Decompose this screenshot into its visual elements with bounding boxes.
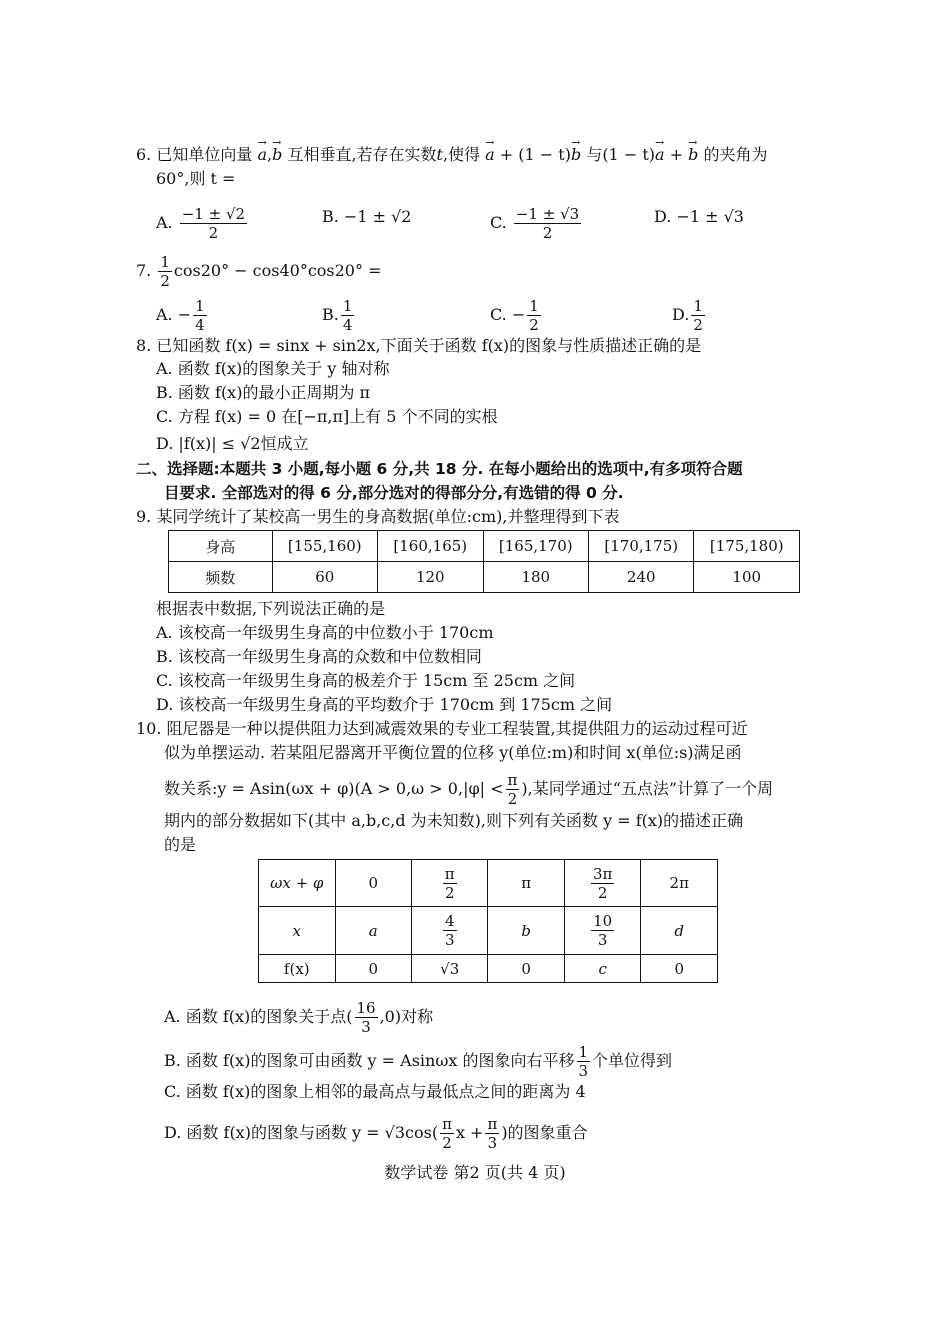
q10-text: 数关系:y = Asin(ωx + φ)(A > 0,ω > 0,|φ| < bbox=[164, 779, 504, 798]
denominator: 2 bbox=[444, 883, 455, 902]
table-cell: b bbox=[488, 907, 564, 955]
page-footer: 数学试卷 第2 页(共 4 页) bbox=[384, 1163, 566, 1182]
q7-option-b bbox=[322, 298, 356, 333]
q6-stem-line1: 6. 已知单位向量 → a,→ b 互相垂直,若存在实数t,使得 → a + (1 − t)→ b 与(1 − t)→ a + → b 的夹角为 bbox=[136, 144, 767, 166]
section2-heading-line2: 目要求. 全部选对的得 6 分,部分选对的得部分分,有选错的得 0 分. bbox=[164, 484, 624, 502]
table-cell: d bbox=[641, 907, 718, 955]
table-header-cell: 身高 bbox=[169, 531, 273, 562]
denominator: 2 bbox=[693, 316, 703, 334]
denominator: 3 bbox=[578, 1062, 589, 1080]
q6-text: + bbox=[664, 145, 689, 164]
q7-expression: cos20° − cos40°cos20° = bbox=[173, 261, 382, 280]
numerator: 4 bbox=[444, 912, 455, 930]
numerator: π bbox=[507, 771, 518, 789]
q6-number: 6. bbox=[136, 145, 152, 164]
q10-option-d bbox=[164, 1116, 588, 1151]
table-cell bbox=[411, 860, 488, 907]
q10-option-a bbox=[164, 1000, 433, 1035]
table-header-cell: [165,170) bbox=[483, 531, 588, 562]
fraction bbox=[355, 1000, 378, 1035]
q6-option-d: D. −1 ± √3 bbox=[654, 207, 744, 226]
denominator: 3 bbox=[487, 1134, 498, 1152]
fraction bbox=[193, 298, 207, 333]
table-cell: 频数 bbox=[169, 562, 273, 593]
q9-option-c: C. 该校高一年级男生身高的极差介于 15cm 至 25cm 之间 bbox=[156, 671, 576, 690]
fraction bbox=[341, 298, 355, 333]
q8-option-b: B. 函数 f(x)的最小正周期为 π bbox=[156, 383, 371, 402]
denominator: 4 bbox=[195, 316, 205, 334]
denominator: 2 bbox=[529, 316, 539, 334]
q7-option-c bbox=[490, 298, 543, 333]
numerator: 3π bbox=[592, 864, 613, 883]
q9-stem: 9. 某同学统计了某校高一男生的身高数据(单位:cm),并整理得到下表 bbox=[136, 507, 620, 526]
vector-b: → b bbox=[571, 144, 581, 166]
table-cell: 0 bbox=[335, 860, 411, 907]
q8-option-d: D. |f(x)| ≤ √2恒成立 bbox=[156, 434, 309, 453]
q7-number: 7. bbox=[136, 261, 152, 280]
q10-text: )的图象重合 bbox=[501, 1123, 588, 1142]
fraction bbox=[180, 206, 247, 241]
denominator: 4 bbox=[342, 316, 353, 334]
fraction bbox=[485, 1116, 499, 1151]
q7-option-a bbox=[156, 298, 209, 333]
q9-option-b: B. 该校高一年级男生身高的众数和中位数相同 bbox=[156, 647, 482, 666]
denominator: 3 bbox=[444, 931, 455, 949]
table-row bbox=[259, 907, 718, 955]
q10-stem-line4: 期内的部分数据如下(其中 a,b,c,d 为未知数),则下列有关函数 y = f(x)的描述正确 bbox=[164, 811, 744, 830]
q9-option-a: A. 该校高一年级男生身高的中位数小于 170cm bbox=[156, 623, 494, 642]
table-header-cell: [175,180) bbox=[694, 531, 800, 562]
q6-option-b: B. −1 ± √2 bbox=[322, 207, 412, 226]
table-cell: a bbox=[335, 907, 411, 955]
denominator: 2 bbox=[160, 272, 170, 290]
table-cell: 0 bbox=[335, 955, 411, 983]
fraction bbox=[440, 1116, 454, 1151]
option-label: B. bbox=[322, 305, 339, 324]
q9-option-d: D. 该校高一年级男生身高的平均数介于 170cm 到 175cm 之间 bbox=[156, 695, 613, 714]
option-label: D. bbox=[672, 305, 690, 324]
q7-stem bbox=[136, 254, 381, 289]
table-cell: 2π bbox=[641, 860, 718, 907]
q6-text: ,使得 bbox=[442, 145, 481, 164]
q10-option-c: C. 函数 f(x)的图象上相邻的最高点与最低点之间的距离为 4 bbox=[164, 1082, 586, 1101]
height-frequency-table bbox=[168, 530, 800, 593]
q6-text: 的夹角为 bbox=[703, 145, 768, 164]
table-cell bbox=[564, 860, 641, 907]
vector-a: → a bbox=[257, 144, 267, 166]
table-cell: 120 bbox=[378, 562, 483, 593]
q10-text: x + bbox=[455, 1123, 484, 1142]
fraction bbox=[443, 913, 457, 948]
fraction bbox=[691, 298, 705, 333]
denominator: 2 bbox=[597, 883, 608, 902]
q10-text: D. 函数 f(x)的图象与函数 y = √3cos( bbox=[164, 1123, 439, 1142]
table-cell bbox=[564, 907, 641, 955]
table-row bbox=[169, 531, 800, 562]
q6-option-c bbox=[490, 206, 583, 241]
table-header-cell: ωx + φ bbox=[259, 860, 336, 907]
q10-option-b bbox=[164, 1044, 672, 1079]
table-row bbox=[169, 562, 800, 593]
fraction bbox=[577, 1044, 591, 1079]
denominator: 2 bbox=[507, 790, 518, 808]
table-header-cell: x bbox=[259, 907, 336, 955]
table-cell: 0 bbox=[641, 955, 718, 983]
q6-stem-line2: 60°,则 t = bbox=[156, 169, 236, 188]
numerator: π bbox=[442, 1115, 452, 1133]
numerator: 1 bbox=[195, 297, 205, 315]
table-cell: π bbox=[488, 860, 564, 907]
numerator: 1 bbox=[342, 297, 353, 315]
table-cell: c bbox=[564, 955, 641, 983]
fraction bbox=[158, 254, 172, 289]
numerator: π bbox=[487, 1115, 498, 1133]
table-cell bbox=[411, 907, 488, 955]
q10-text: A. 函数 f(x)的图象关于点( bbox=[164, 1007, 353, 1026]
numerator: 16 bbox=[356, 999, 376, 1017]
q6-text: + (1 − t) bbox=[494, 145, 571, 164]
q8-stem: 8. 已知函数 f(x) = sinx + sin2x,下面关于函数 f(x)的图象与性质描述正确的是 bbox=[136, 336, 702, 355]
q9-prompt: 根据表中数据,下列说法正确的是 bbox=[156, 599, 386, 618]
q10-stem-line3 bbox=[164, 772, 773, 807]
q10-text: 个单位得到 bbox=[592, 1051, 673, 1070]
q10-stem-line5: 的是 bbox=[164, 835, 197, 854]
q6-text: 互相垂直,若存在实数 bbox=[287, 145, 437, 164]
table-cell: 0 bbox=[488, 955, 564, 983]
section2-heading-line1: 二、选择题:本题共 3 小题,每小题 6 分,共 18 分. 在每小题给出的选项中,有多项符合题 bbox=[136, 460, 743, 478]
table-header-cell: f(x) bbox=[259, 955, 336, 983]
numerator: 1 bbox=[160, 253, 170, 271]
numerator: 1 bbox=[578, 1043, 589, 1061]
fraction bbox=[591, 866, 614, 901]
numerator: π bbox=[444, 864, 455, 883]
option-label: A. − bbox=[156, 305, 192, 324]
fraction bbox=[506, 772, 520, 807]
table-header-cell: [155,160) bbox=[272, 531, 377, 562]
numerator: 10 bbox=[593, 912, 613, 930]
q10-text: B. 函数 f(x)的图象可由函数 y = Asinωx 的图象向右平移 bbox=[164, 1051, 575, 1070]
five-point-table bbox=[258, 859, 718, 983]
option-label: C. − bbox=[490, 305, 526, 324]
table-header-cell: [160,165) bbox=[378, 531, 483, 562]
q10-stem-line1: 10. 阻尼器是一种以提供阻力达到减震效果的专业工程装置,其提供阻力的运动过程可近 bbox=[136, 719, 748, 738]
denominator: 2 bbox=[542, 224, 553, 242]
option-label: A. bbox=[156, 213, 173, 232]
q10-text: ,0)对称 bbox=[379, 1007, 434, 1026]
table-row bbox=[259, 955, 718, 983]
fraction bbox=[443, 866, 457, 901]
q10-stem-line2: 似为单摆运动. 若某阻尼器离开平衡位置的位移 y(单位:m)和时间 x(单位:s)满足函 bbox=[164, 743, 742, 762]
denominator: 3 bbox=[597, 931, 608, 949]
numerator: 1 bbox=[529, 297, 539, 315]
q10-text: ),某同学通过“五点法”计算了一个周 bbox=[521, 779, 774, 798]
numerator: 1 bbox=[693, 297, 703, 315]
denominator: 3 bbox=[361, 1018, 371, 1036]
vector-a: → a bbox=[485, 144, 495, 166]
q6-text: 已知单位向量 bbox=[156, 145, 253, 164]
fraction bbox=[591, 913, 614, 948]
table-row bbox=[259, 860, 718, 907]
numerator: −1 ± √3 bbox=[515, 205, 580, 223]
table-cell: 240 bbox=[589, 562, 694, 593]
fraction bbox=[514, 206, 581, 241]
q8-option-c: C. 方程 f(x) = 0 在[−π,π]上有 5 个不同的实根 bbox=[156, 407, 498, 426]
numerator: −1 ± √2 bbox=[181, 205, 246, 223]
vector-b: → b bbox=[272, 144, 282, 166]
q8-option-a: A. 函数 f(x)的图象关于 y 轴对称 bbox=[156, 359, 390, 378]
vector-a: → a bbox=[655, 144, 665, 166]
q7-option-d bbox=[672, 298, 707, 333]
q6-option-a bbox=[156, 206, 249, 241]
q6-text: 与(1 − t) bbox=[586, 145, 655, 164]
q6-var-t: t bbox=[436, 145, 443, 164]
table-cell: 60 bbox=[272, 562, 377, 593]
vector-b: → b bbox=[688, 144, 698, 166]
fraction bbox=[527, 298, 541, 333]
table-cell: √3 bbox=[411, 955, 488, 983]
table-cell: 180 bbox=[483, 562, 588, 593]
option-label: C. bbox=[490, 213, 507, 232]
table-cell: 100 bbox=[694, 562, 800, 593]
denominator: 2 bbox=[208, 224, 219, 242]
denominator: 2 bbox=[442, 1134, 452, 1152]
table-header-cell: [170,175) bbox=[589, 531, 694, 562]
